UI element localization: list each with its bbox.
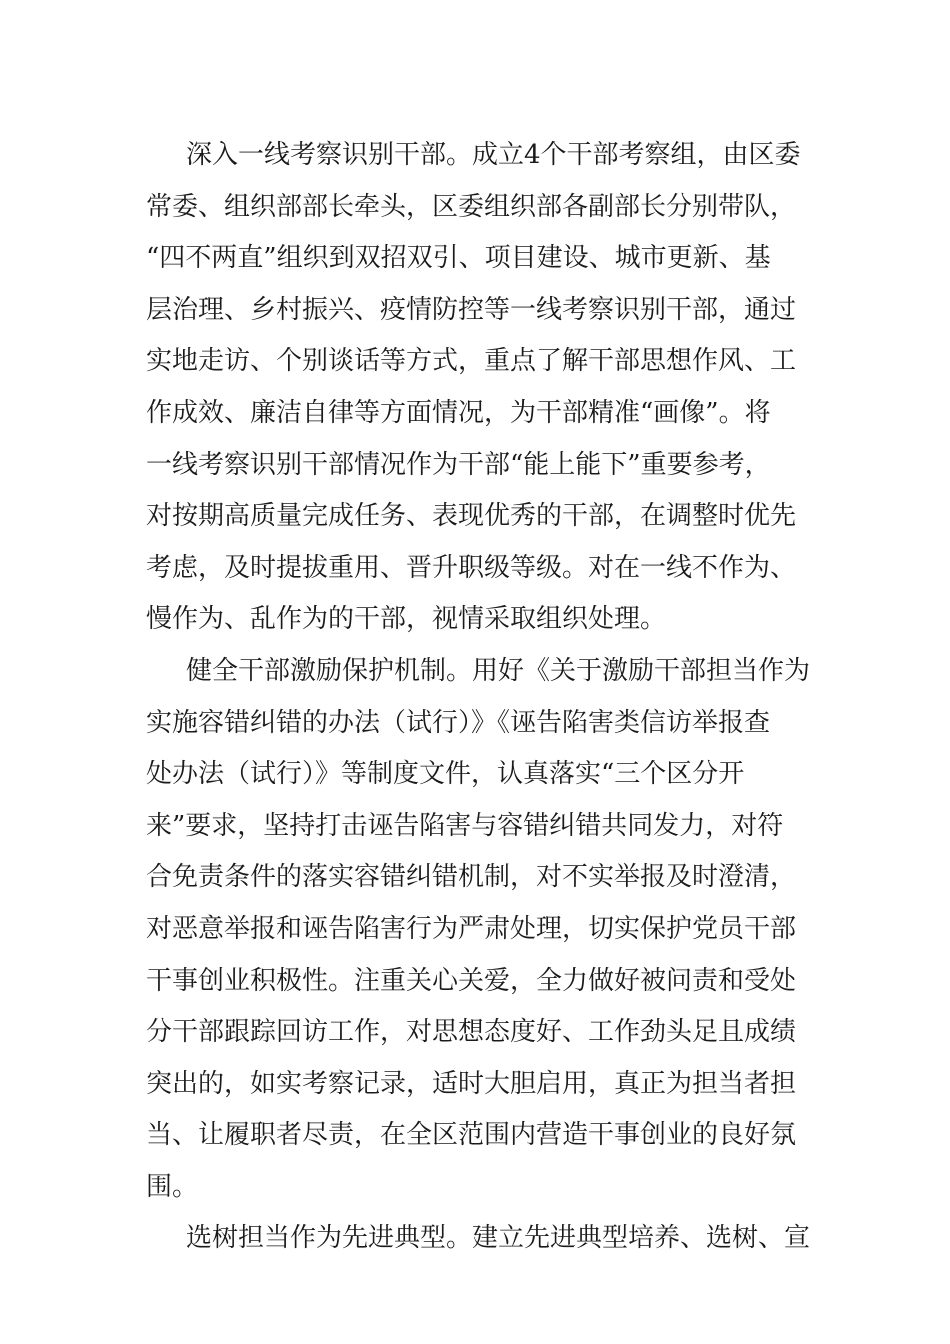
text-line: 考虑，及时提拔重用、晋升职级等级。对在一线不作为、	[146, 552, 797, 583]
text-line: 分干部跟踪回访工作，对思想态度好、工作劲头足且成绩	[146, 1017, 797, 1048]
text-line: 干事创业积极性。注重关心关爱，全力做好被问责和受处	[146, 965, 797, 996]
paragraph-incentive-protection	[146, 646, 814, 1214]
text-line: 对按期高质量完成任务、表现优秀的干部，在调整时优先	[146, 501, 797, 532]
text-line: 当、让履职者尽责，在全区范围内营造干事创业的良好氛	[146, 1120, 797, 1151]
text-line: 一线考察识别干部情况作为干部“能上能下”重要参考，	[146, 449, 771, 480]
text-line: 实地走访、个别谈话等方式，重点了解干部思想作风、工	[146, 346, 797, 377]
text-line: 实施容错纠错的办法（试行）》《诬告陷害类信访举报查	[146, 707, 771, 738]
paragraph-advanced-models	[146, 1213, 814, 1265]
text-line: 慢作为、乱作为的干部，视情采取组织处理。	[146, 604, 667, 635]
text-line: 健全干部激励保护机制。用好《关于激励干部担当作为	[186, 655, 811, 686]
text-line: 对恶意举报和诬告陷害行为严肃处理，切实保护党员干部	[146, 913, 797, 944]
text-line: 合免责条件的落实容错纠错机制，对不实举报及时澄清，	[146, 862, 797, 893]
text-line: 突出的，如实考察记录，适时大胆启用，真正为担当者担	[146, 1068, 797, 1099]
text-line: “四不两直”组织到双招双引、项目建设、城市更新、基	[146, 243, 771, 274]
text-line: 选树担当作为先进典型。建立先进典型培养、选树、宣	[186, 1223, 811, 1254]
text-line: 来”要求，坚持打击诬告陷害与容错纠错共同发力，对符	[146, 810, 784, 841]
document-body	[146, 130, 814, 1265]
paragraph-frontline-inspection	[146, 130, 814, 646]
text-line: 围。	[146, 1171, 199, 1202]
text-line: 常委、组织部部长牵头，区委组织部各副部长分别带队，	[146, 191, 797, 222]
text-line: 深入一线考察识别干部。成立4个干部考察组，由区委	[186, 140, 801, 170]
text-line: 作成效、廉洁自律等方面情况，为干部精准“画像”。将	[146, 397, 771, 428]
text-line: 层治理、乡村振兴、疫情防控等一线考察识别干部，通过	[146, 294, 797, 325]
text-line: 处办法（试行）》等制度文件，认真落实“三个区分开	[146, 759, 745, 790]
